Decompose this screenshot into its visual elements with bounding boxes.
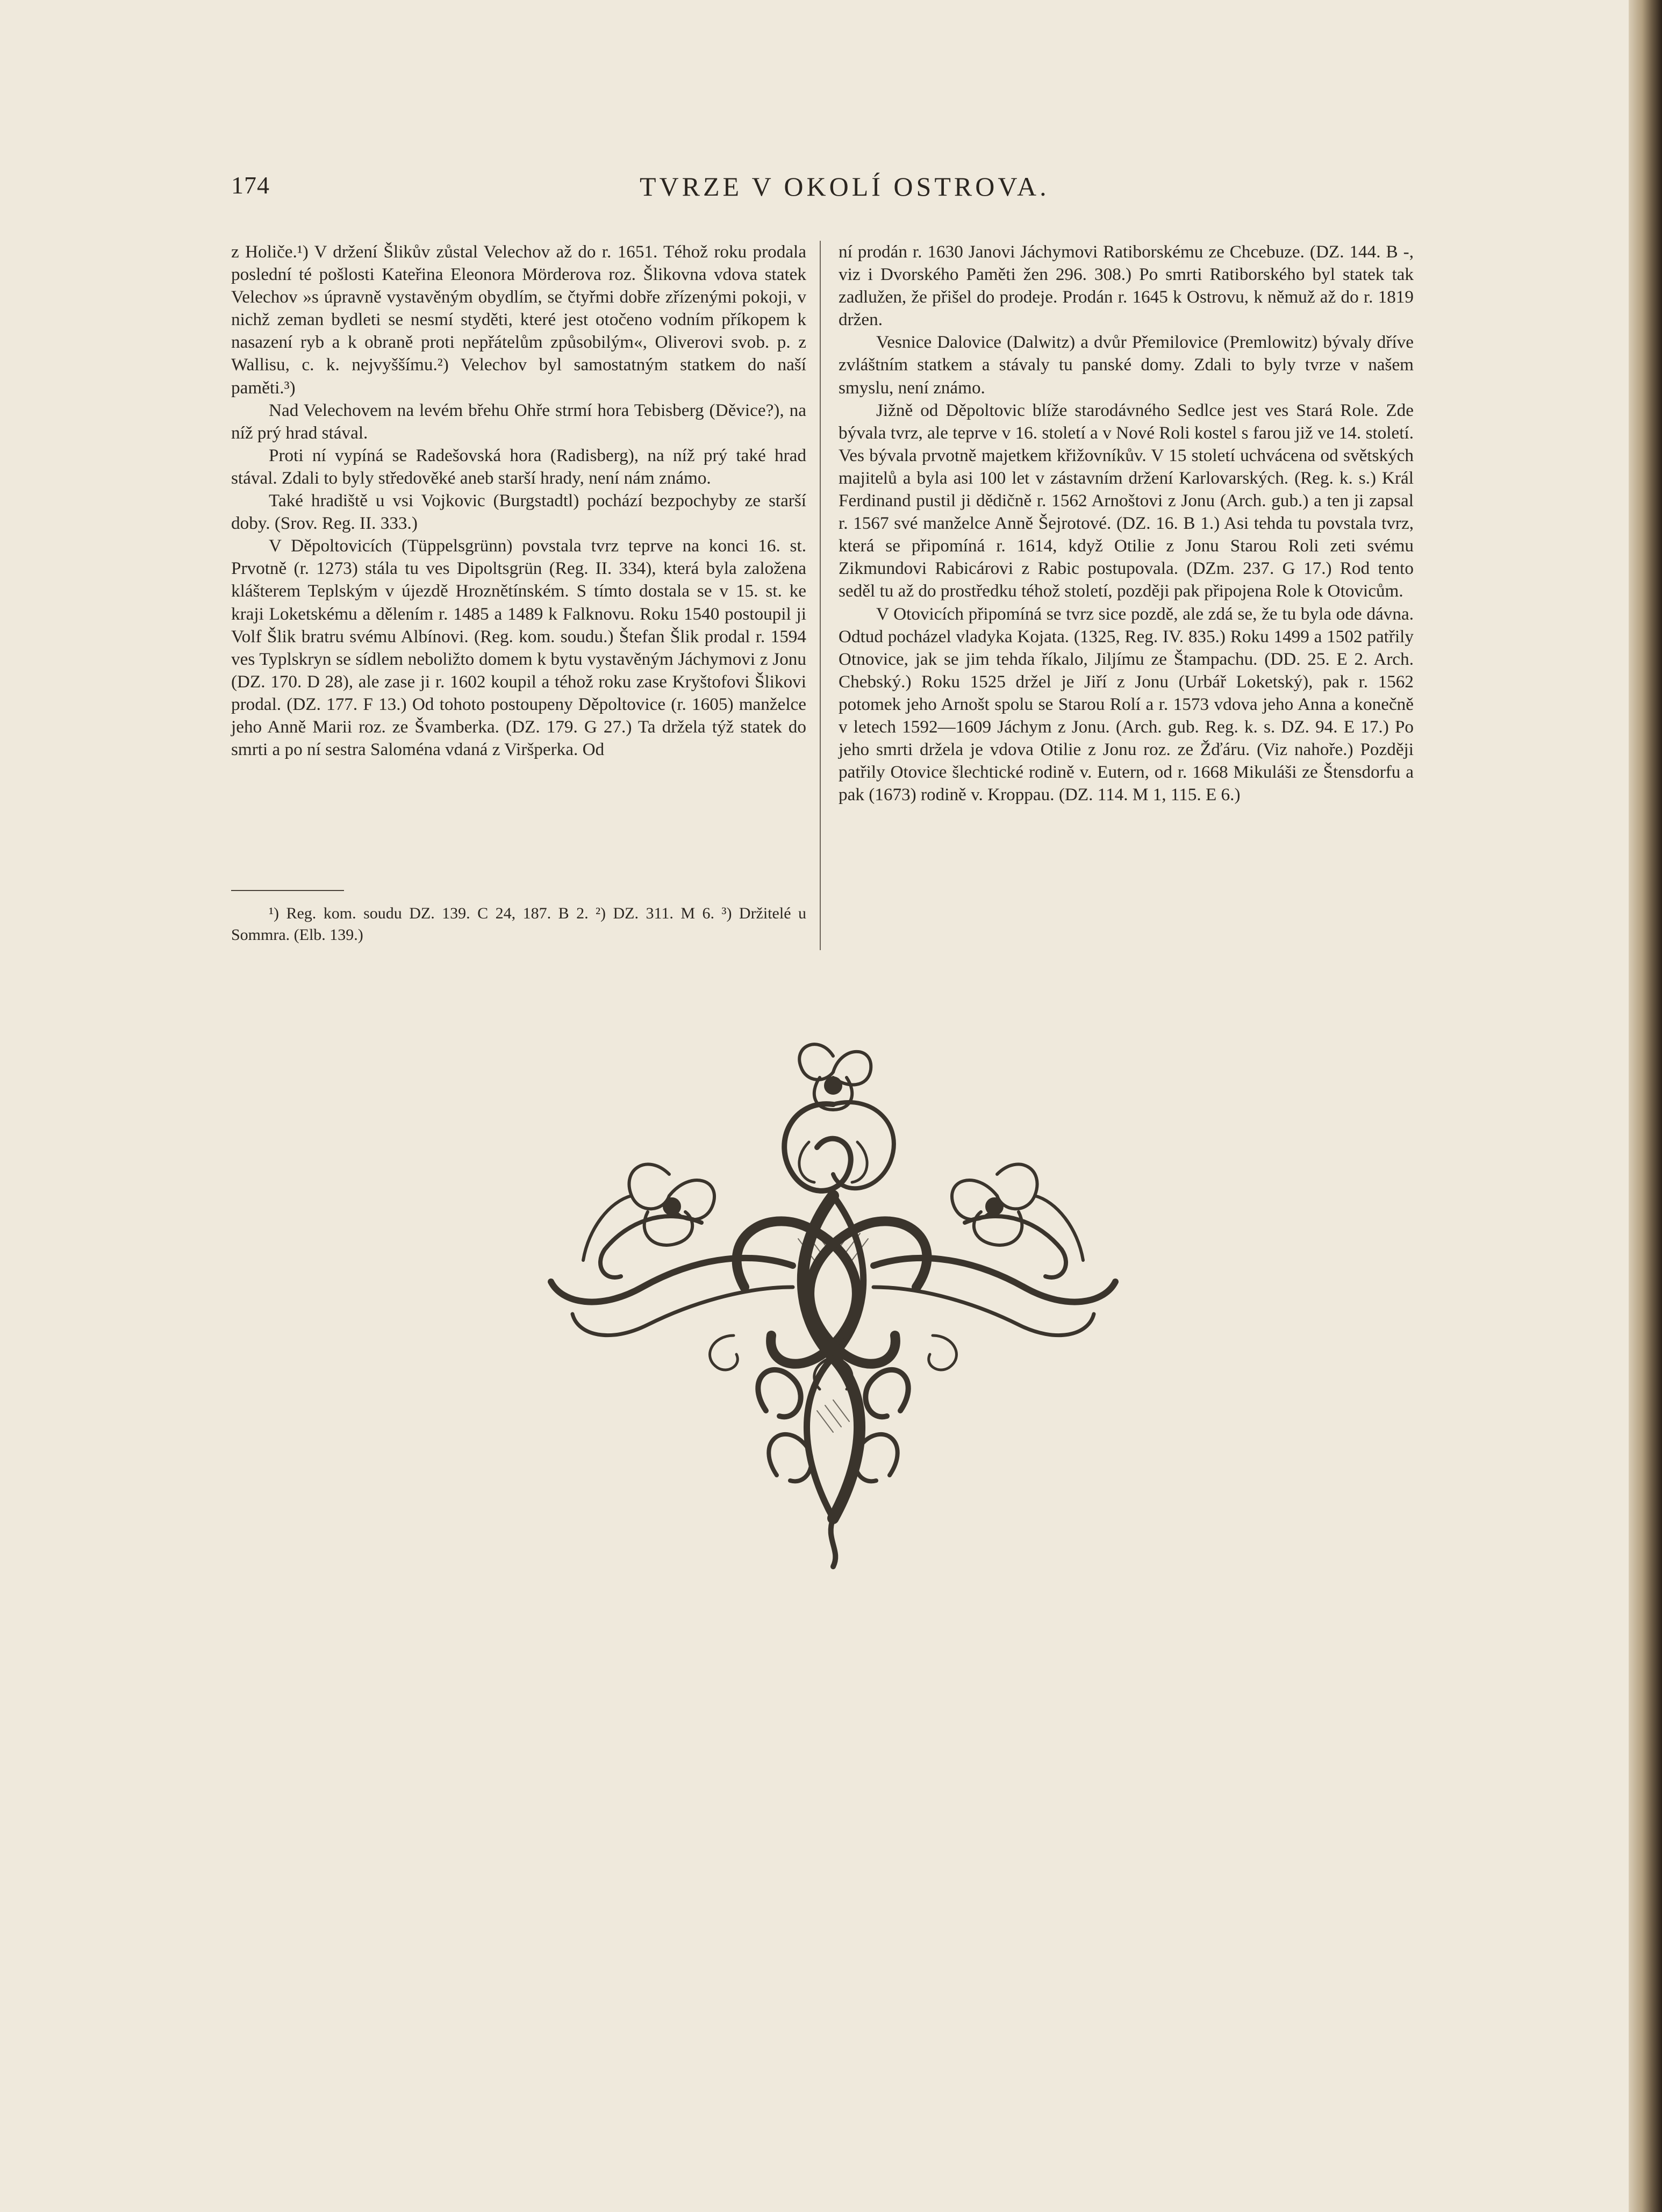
paragraph: z Holiče.¹) V držení Šlikův zůstal Velechov až do r. 1651. Téhož roku prodala poslední té pošlosti Kateřina Eleonora Mörderova roz. Šlikovna vdova statek Velechov »s úpravně vystavěným obydlím, se čtyřmi dobře zřízenými pokoji, v nichž zeman bydleti se nesmí styděti, které jest otočeno vodním příkopem k nasazení ryb a k obraně proti nepřátelům způsobilým«, Oliverovi svob. p. z Wallisu, c. k. nejvyššímu.²) Velechov byl samostatným statkem do naší paměti.³)	[231, 242, 806, 398]
paragraph: ní prodán r. 1630 Janovi Jáchymovi Ratiborskému ze Chcebuze. (DZ. 144. B -, viz i Dvorského Paměti žen 296. 308.) Po smrti Ratiborského byl statek tak zadlužen, že přišel do prodeje. Prodán r. 1645 k Ostrovu, k němuž až do r. 1819 držen.	[839, 242, 1414, 330]
floral-ornament-icon	[540, 1035, 1126, 1583]
paragraph: Nad Velechovem na levém břehu Ohře strmí hora Tebisberg (Děvice?), na níž prý hrad stával.	[231, 400, 806, 443]
paragraph: V Otovicích připomíná se tvrz sice pozdě, ale zdá se, že tu byla ode dávna. Odtud pocházel vladyka Kojata. (1325, Reg. IV. 835.) Roku 1499 a 1502 patřily Otnovice, jak se jim tehda říkalo, Jiljímu ze Štampachu. (DD. 25. E 2. Arch. Chebský.) Roku 1525 držel je Jiří z Jonu (Urbář Loketský), pak r. 1562 potomek jeho Arnošt spolu se Starou Rolí a r. 1573 vdova jeho Anna a konečně v letech 1592—1609 Jáchym z Jonu. (Arch. gub. Reg. k. s. DZ. 94. E 17.) Po jeho smrti držela je vdova Otilie z Jonu roz. ze Žďáru. (Viz nahoře.) Později patřily Otovice šlechtické rodině v. Eutern, od r. 1668 Mikuláši ze Štensdorfu a pak (1673) rodině v. Kroppau. (DZ. 114. M 1, 115. E 6.)	[839, 604, 1414, 805]
paragraph: Také hradiště u vsi Vojkovic (Burgstadtl) pochází bezpochyby ze starší doby. (Srov. Reg. II. 333.)	[231, 491, 806, 534]
right-column	[839, 241, 1414, 806]
running-title: TVRZE V OKOLÍ OSTROVA.	[640, 171, 1050, 202]
paragraph: V Děpoltovicích (Tüppelsgrünn) povstala tvrz teprve na konci 16. st. Prvotně (r. 1273) stála tu ves Dipoltsgrün (Reg. II. 334), která byla založena klášterem Teplským v újezdě Hroznětínském. S tímto dostala se v 15. st. ke kraji Loketskému a dělením r. 1485 a 1489 k Falknovu. Roku 1540 postoupil ji Volf Šlik bratru svému Albínovi. (Reg. kom. soudu.) Štefan Šlik prodal r. 1594 ves Typlskryn se sídlem neboližto domem k bytu vystavěným Jáchymovi z Jonu (DZ. 170. D 28), ale zase ji r. 1602 koupil a téhož roku zase Kryštofovi Šlikovi prodal. (DZ. 177. F 13.) Od tohoto postoupeny Děpoltovice (r. 1605) manželce jeho Anně Marii roz. ze Švamberka. (DZ. 179. G 27.) Ta držela týž statek do smrti a po ní sestra Saloména vdaná z Viršperka. Od	[231, 536, 806, 760]
column-divider	[820, 241, 821, 950]
page-header	[231, 171, 1607, 203]
book-binding-edge	[1629, 0, 1662, 2212]
paragraph: Vesnice Dalovice (Dalwitz) a dvůr Přemilovice (Premlowitz) bývaly dříve zvláštním statkem a stávaly tu panské domy. Zdali to byly tvrze v našem smyslu, není známo.	[839, 332, 1414, 398]
footnotes	[231, 890, 806, 946]
left-column	[231, 241, 806, 761]
page-number: 174	[231, 171, 270, 199]
paragraph: Jižně od Děpoltovic blíže starodávného Sedlce jest ves Stará Role. Zde bývala tvrz, ale teprve v 16. století a v Nové Roli kostel s farou již ve 14. století. Ves bývala prvotně majetkem křižovníkův. V 15 století uchvácena od světských majitelů a byla asi 100 let v zástavním držení Karlovarských. (Reg. k. s.) Král Ferdinand pustil ji dědičně r. 1562 Arnoštovi z Jonu (Arch. gub.) a ten ji zapsal r. 1567 své manželce Anně Šejrotové. (DZ. 16. B 1.) Asi tehda tu povstala tvrz, která se připomíná r. 1614, když Otilie z Jonu Starou Roli zeti svému Zikmundovi Rabicárovi z Rabic postupovala. (DZm. 237. G 17.) Rod tento seděl tu až do prostředku téhož století, později pak připojena Role k Otovicům.	[839, 400, 1414, 601]
paragraph: Proti ní vypíná se Radešovská hora (Radisberg), na níž prý také hrad stával. Zdali to byly středověké aneb starší hrady, není nám známo.	[231, 445, 806, 488]
footnote-rule	[231, 890, 344, 891]
footnote: ¹) Reg. kom. soudu DZ. 139. C 24, 187. B 2. ²) DZ. 311. M 6. ³) Držitelé u Sommra. (Elb. 139.)	[231, 904, 806, 944]
